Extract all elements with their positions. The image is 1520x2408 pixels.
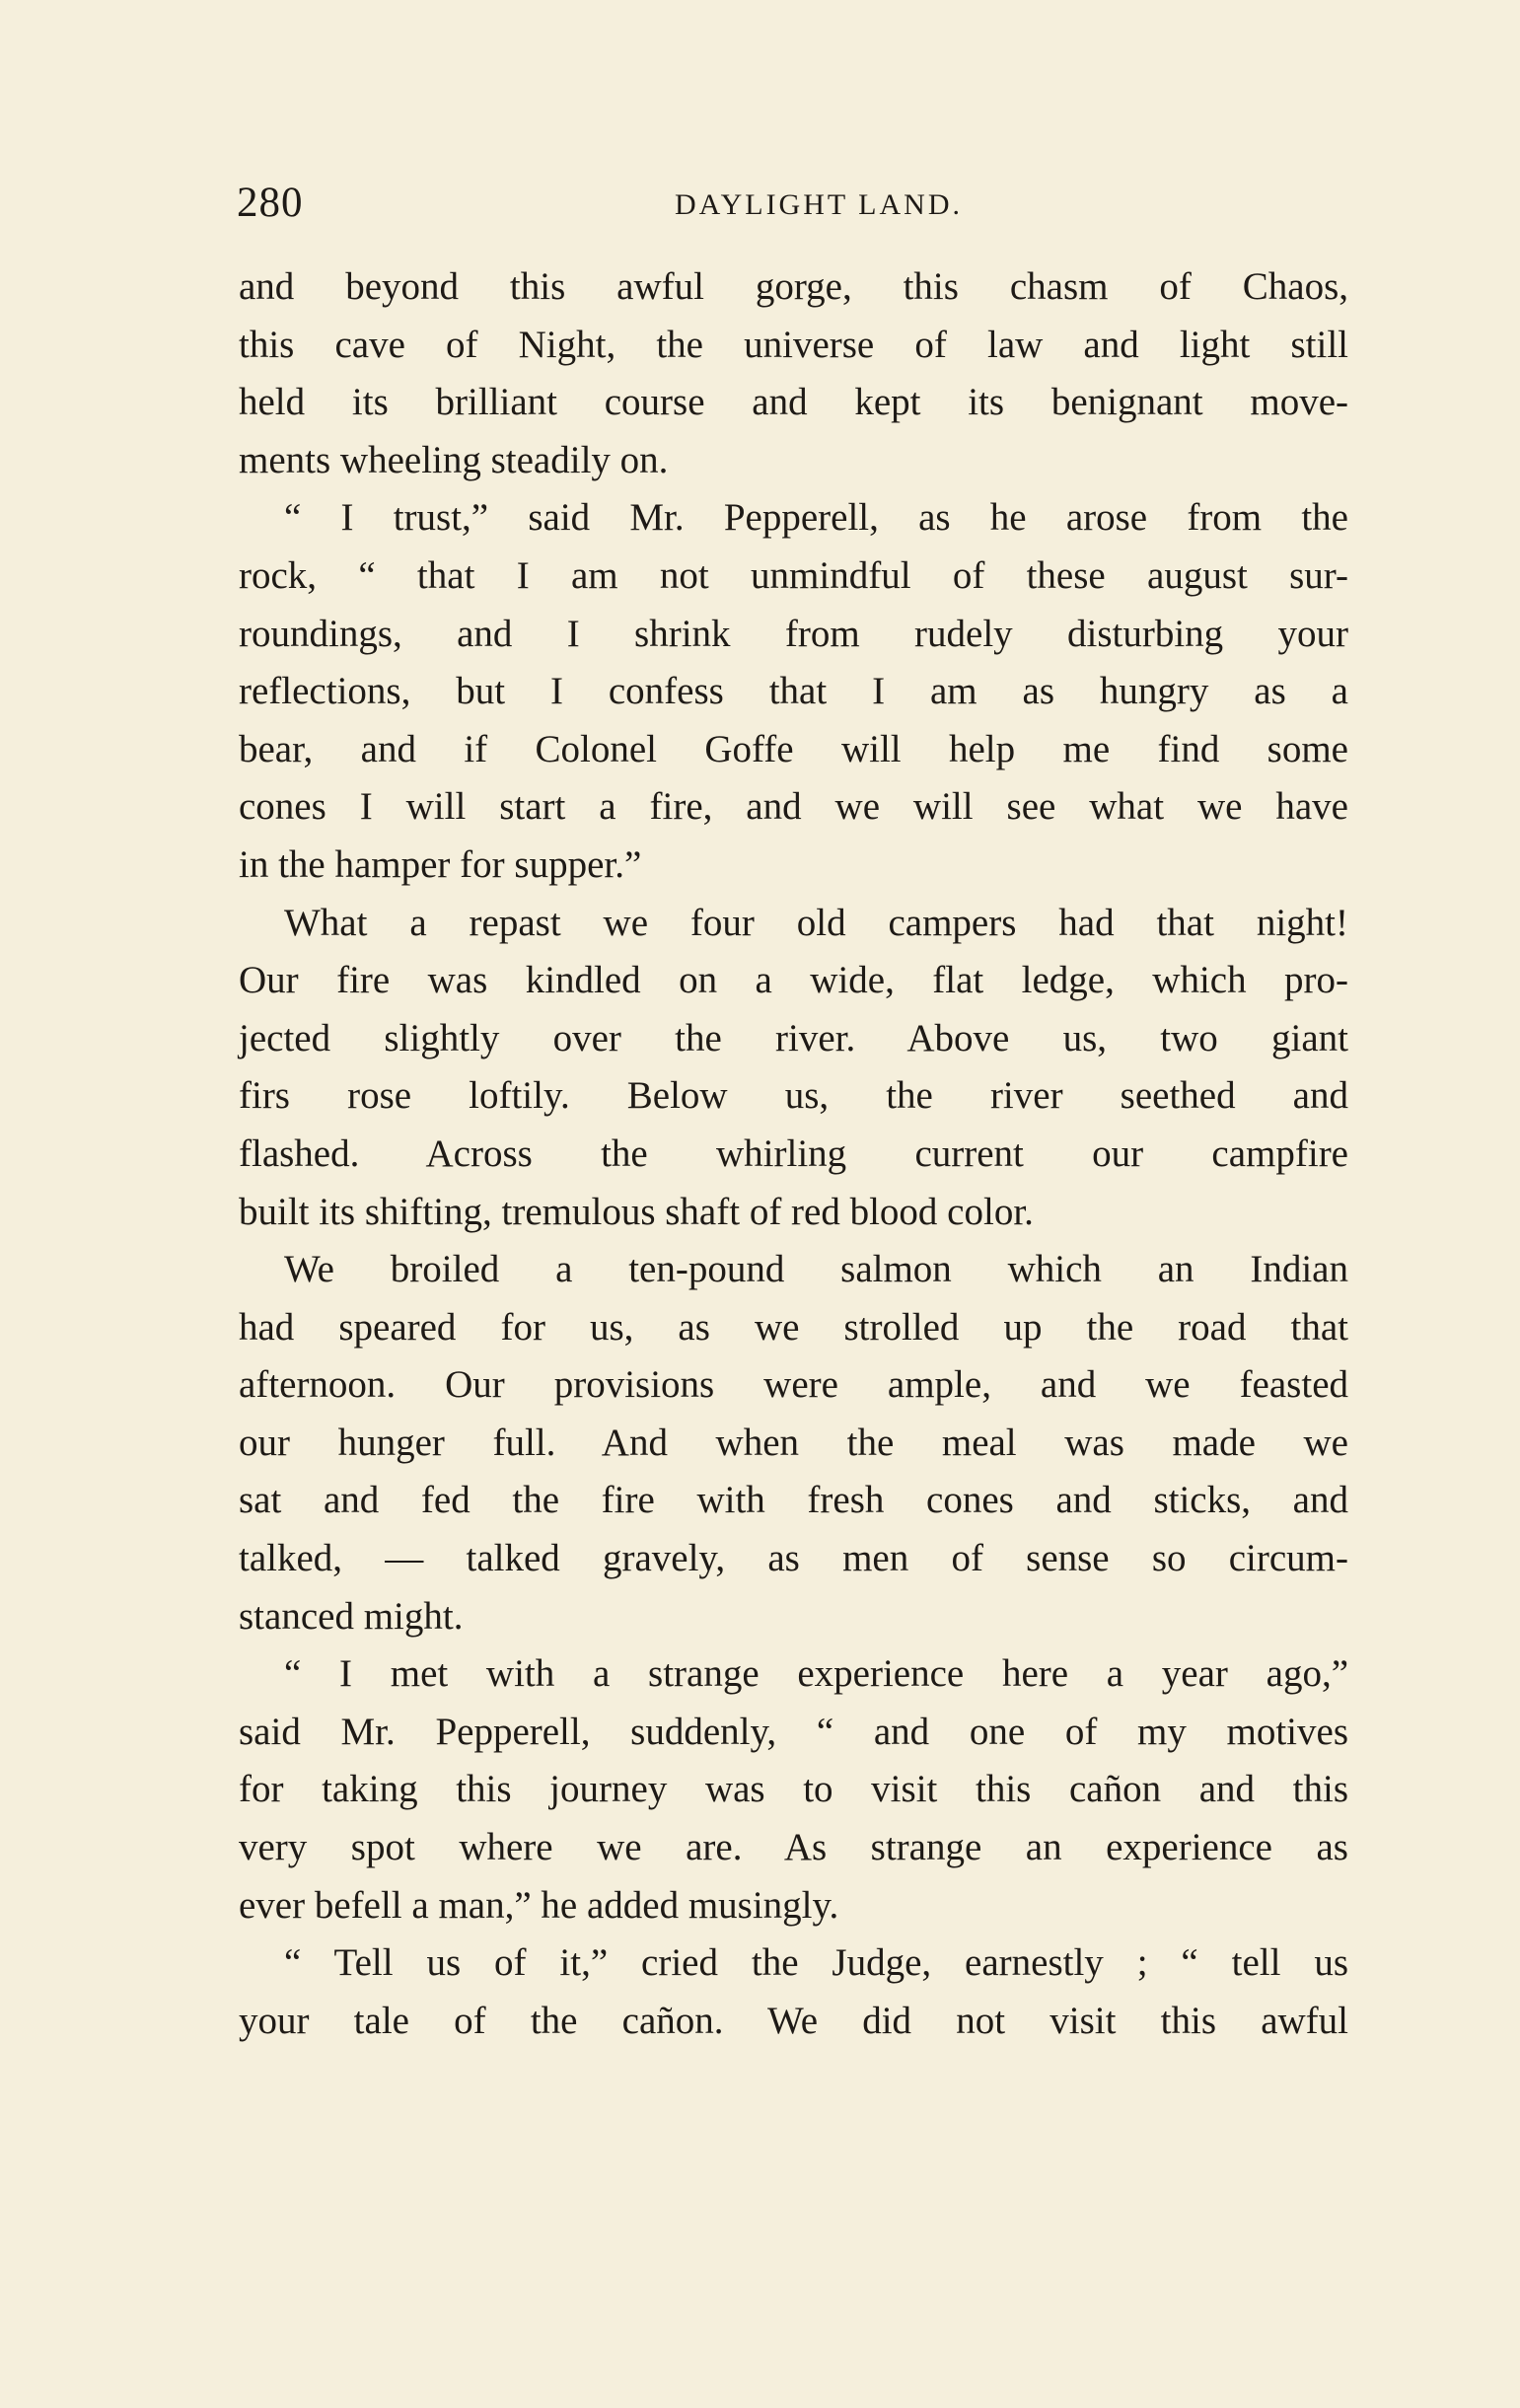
text-line: talked, — talked gravely, as men of sense so circum- bbox=[239, 1537, 1348, 1580]
running-head: DAYLIGHT LAND. bbox=[675, 188, 963, 221]
text-line: this cave of Night, the universe of law and light still bbox=[239, 323, 1348, 366]
text-line: We broiled a ten-pound salmon which an Indian bbox=[284, 1248, 1348, 1291]
text-line: and beyond this awful gorge, this chasm of Chaos, bbox=[239, 265, 1348, 308]
text-line: our hunger full. And when the meal was made we bbox=[239, 1421, 1348, 1464]
text-line: cones I will start a fire, and we will see what we have bbox=[239, 785, 1348, 829]
text-line: sat and fed the fire with fresh cones and sticks, and bbox=[239, 1479, 1348, 1522]
text-line: reflections, but I confess that I am as hungry as a bbox=[239, 670, 1348, 713]
text-line: jected slightly over the river. Above us, two giant bbox=[239, 1016, 1348, 1059]
text-line: “ I met with a strange experience here a year ago,” bbox=[284, 1652, 1348, 1696]
text-line: your tale of the cañon. We did not visit this awful bbox=[239, 1999, 1348, 2042]
text-line: rock, “ that I am not unmindful of these august sur- bbox=[239, 553, 1348, 597]
text-line: in the hamper for supper.” bbox=[239, 842, 642, 886]
page-header bbox=[237, 174, 1361, 233]
text-line: built its shifting, tremulous shaft of red blood color. bbox=[239, 1190, 1034, 1233]
text-line: ever befell a man,” he added musingly. bbox=[239, 1883, 839, 1927]
text-line: stanced might. bbox=[239, 1594, 464, 1638]
text-line: “ I trust,” said Mr. Pepperell, as he arose from the bbox=[284, 496, 1348, 540]
text-line: bear, and if Colonel Goffe will help me find some bbox=[239, 727, 1348, 770]
text-line: afternoon. Our provisions were ample, and we feasted bbox=[239, 1363, 1348, 1407]
text-line: flashed. Across the whirling current our campfire bbox=[239, 1131, 1348, 1175]
text-line: ments wheeling steadily on. bbox=[239, 438, 669, 481]
text-line: Our fire was kindled on a wide, flat ledge, which pro- bbox=[239, 959, 1348, 1002]
text-line: held its brilliant course and kept its benignant move- bbox=[239, 381, 1348, 424]
text-line: said Mr. Pepperell, suddenly, “ and one of my motives bbox=[239, 1710, 1348, 1753]
text-line: had speared for us, as we strolled up the road that bbox=[239, 1305, 1348, 1349]
text-line: “ Tell us of it,” cried the Judge, earnestly ; “ tell us bbox=[284, 1941, 1348, 1985]
text-line: for taking this journey was to visit this cañon and this bbox=[239, 1768, 1348, 1811]
page-number: 280 bbox=[237, 180, 304, 226]
text-line: What a repast we four old campers had that night! bbox=[284, 901, 1348, 944]
text-line: very spot where we are. As strange an experience as bbox=[239, 1826, 1348, 1869]
body-text bbox=[239, 258, 1348, 2050]
text-line: roundings, and I shrink from rudely disturbing your bbox=[239, 612, 1348, 655]
text-line: firs rose loftily. Below us, the river seethed and bbox=[239, 1074, 1348, 1118]
